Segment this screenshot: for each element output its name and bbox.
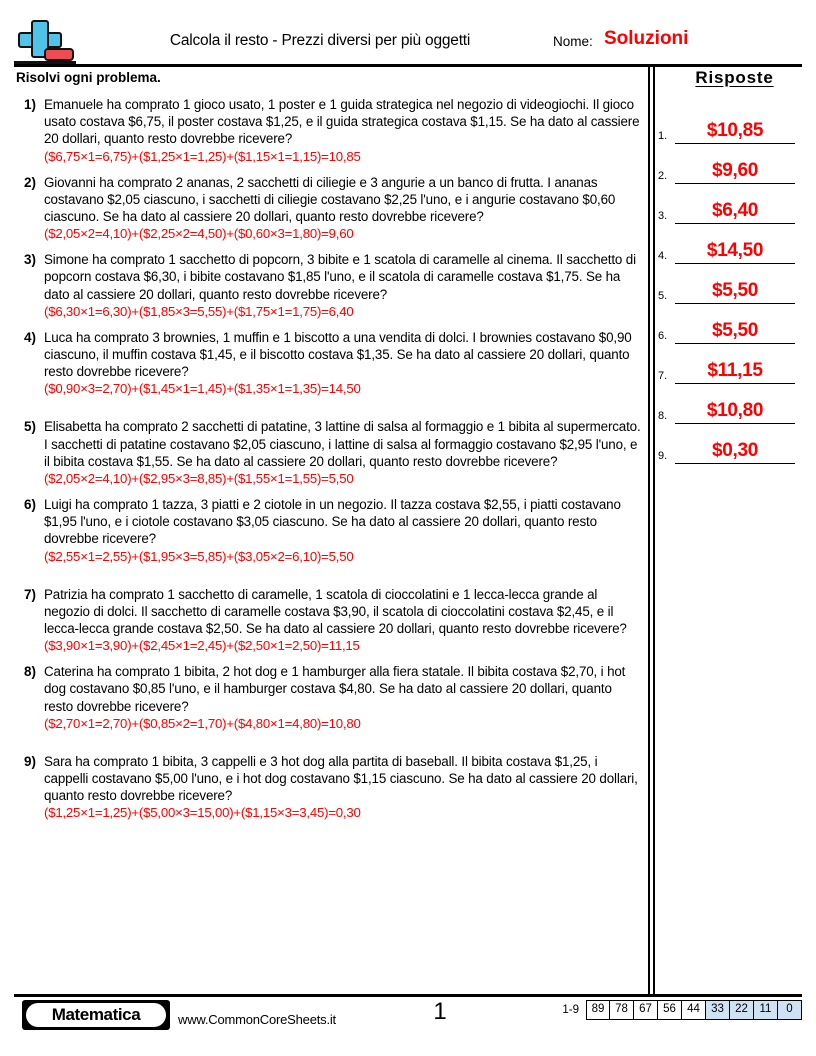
problem-item <box>16 496 642 565</box>
answers-heading: Risposte <box>695 68 774 87</box>
score-cell: 78 <box>610 1000 634 1020</box>
score-range-label: 1-9 <box>562 1004 579 1016</box>
score-cell: 56 <box>658 1000 682 1020</box>
problem-item <box>16 663 642 732</box>
answer-row <box>658 304 803 344</box>
answer-number: 5. <box>658 290 668 302</box>
answer-value: $0,30 <box>711 440 759 461</box>
problem-body <box>44 753 642 822</box>
problem-body <box>44 96 642 165</box>
minus-bar <box>44 48 74 61</box>
problem-solution-work: ($6,75×1=6,75)+($1,25×1=1,25)+($1,15×1=1,15)=10,85 <box>44 148 361 164</box>
score-cell: 44 <box>682 1000 706 1020</box>
problem-text: Emanuele ha comprato 1 gioco usato, 1 poster e 1 guida strategica nel negozio di videogiochi. Il gioco usato costava $6,75, il poster costava $1,25, e il guida strategica costava $1,15. Se ha dato al cassiere 20 dollari, quanto resto dovrebbe ricevere? <box>44 97 640 147</box>
brand-label: Matematica <box>26 1003 166 1027</box>
score-cell: 67 <box>634 1000 658 1020</box>
problem-text: Sara ha comprato 1 bibita, 3 cappelli e 3 hot dog alla partita di baseball. Il bibita costava $1,25, i cappelli costavano $5,00 l'uno, e i hot dog costavano $1,15 ciascuno. Se ha dato al cassiere 20 dollari, quanto resto dovrebbe ricevere? <box>44 753 638 804</box>
answer-value: $5,50 <box>711 280 759 301</box>
answer-column <box>658 68 803 464</box>
problem-item <box>16 753 642 822</box>
score-cell: 0 <box>778 1000 802 1020</box>
answer-row <box>658 184 803 224</box>
problem-number: 8) <box>23 664 36 680</box>
brand-badge <box>22 1000 170 1030</box>
answer-value: $10,80 <box>706 400 764 421</box>
problem-item <box>16 96 642 165</box>
answer-value: $14,50 <box>706 240 764 261</box>
problem-body <box>44 418 642 487</box>
answer-value: $5,50 <box>711 320 759 341</box>
problem-text: Simone ha comprato 1 sacchetto di popcorn, 3 bibite e 1 scatola di caramelle al cinema. Il sacchetto di popcorn costava $6,30, i bibite costavano $1,85 l'uno, e il scatola di caramelle costava $1,75. Se ha dato al cassiere 20 dollari, quanto resto dovrebbe ricevere? <box>44 252 636 302</box>
problem-item <box>16 329 642 398</box>
answer-number: 2. <box>658 170 668 182</box>
problem-body <box>44 174 642 243</box>
problem-solution-work: ($6,30×1=6,30)+($1,85×3=5,55)+($1,75×1=1,75)=6,40 <box>44 303 354 319</box>
plus-minus-icon <box>14 20 76 64</box>
problem-number: 1) <box>23 97 36 112</box>
answer-row <box>658 344 803 384</box>
divider-line-right <box>653 66 655 994</box>
answer-value: $6,40 <box>711 200 759 221</box>
score-cell-group <box>586 1000 802 1020</box>
divider-line-left <box>648 66 650 994</box>
answer-number: 7. <box>658 370 668 382</box>
problem-solution-work: ($1,25×1=1,25)+($5,00×3=15,00)+($1,15×3=3,45)=0,30 <box>44 805 361 821</box>
problem-text: Giovanni ha comprato 2 ananas, 2 sacchetti di ciliegie e 3 angurie a un banco di frutta. I ananas costavano $2,05 ciascuno, i sacchetti di ciliegie costavano $2,25 l'uno, e i angurie costavano $0,60 ciascuno. Se ha dato al cassiere 20 dollari, quanto resto dovrebbe ricevere? <box>44 174 616 225</box>
answer-row <box>658 384 803 424</box>
problem-body <box>44 586 642 655</box>
problem-solution-work: ($0,90×3=2,70)+($1,45×1=1,45)+($1,35×1=1,35)=14,50 <box>44 381 361 397</box>
score-cell: 11 <box>754 1000 778 1020</box>
problem-number: 5) <box>23 419 36 435</box>
answer-number: 6. <box>658 330 668 342</box>
problem-number: 9) <box>23 753 36 769</box>
answer-row <box>658 144 803 184</box>
instructions-text: Risolvi ogni problema. <box>16 70 161 85</box>
name-label: Nome: <box>553 34 593 49</box>
answer-row <box>658 424 803 464</box>
answer-number: 9. <box>658 450 668 462</box>
problem-item <box>16 586 642 655</box>
plus-center-fill <box>33 34 47 46</box>
problem-item <box>16 418 642 487</box>
problem-number: 6) <box>23 497 36 513</box>
problem-text: Caterina ha comprato 1 bibita, 2 hot dog e 1 hamburger alla fiera statale. Il bibita costava $2,70, i hot dog costavano $0,85 l'uno, e il hamburger costava $4,80. Se ha dato al cassiere 20 dollari, quanto resto dovrebbe ricevere? <box>44 664 626 714</box>
problem-list <box>16 96 642 830</box>
header-divider-rule <box>14 64 802 67</box>
problem-number: 7) <box>23 586 36 602</box>
problem-solution-work: ($2,05×2=4,10)+($2,25×2=4,50)+($0,60×3=1,80)=9,60 <box>44 226 354 242</box>
answer-row <box>658 104 803 144</box>
page-number: 1 <box>433 998 447 1025</box>
name-value: Soluzioni <box>604 28 689 49</box>
answer-value: $10,85 <box>706 120 764 141</box>
problem-body <box>44 329 642 398</box>
answer-number: 3. <box>658 210 668 222</box>
problem-text: Luca ha comprato 3 brownies, 1 muffin e 1 biscotto a una vendita di dolci. I brownies costavano $0,90 ciascuno, il muffin costava $1,45, e il biscotto costava $1,35. Se ha dato al cassiere 20 dollari, quanto resto dovrebbe ricevere? <box>44 329 632 380</box>
problem-solution-work: ($3,90×1=3,90)+($2,45×1=2,45)+($2,50×1=2,50)=11,15 <box>44 638 360 654</box>
problem-text: Patrizia ha comprato 1 sacchetto di caramelle, 1 scatola di cioccolatini e 1 lecca-lecca grande al negozio di dolci. Il sacchetto di caramelle costava $3,90, il scatola di cioccolatini costava $2,45, e il lecca-lecca grande costava $2,50. Se ha dato al cassiere 20 dollari, quanto resto dovrebbe ricevere? <box>44 586 627 637</box>
answer-value: $9,60 <box>711 160 759 181</box>
problem-body <box>44 251 642 320</box>
answer-number: 8. <box>658 410 668 422</box>
score-cell: 33 <box>706 1000 730 1020</box>
problem-number: 3) <box>23 252 36 268</box>
answer-row <box>658 264 803 304</box>
answer-row <box>658 224 803 264</box>
problem-solution-work: ($2,05×2=4,10)+($2,95×3=8,85)+($1,55×1=1,55)=5,50 <box>44 471 354 487</box>
problem-solution-work: ($2,70×1=2,70)+($0,85×2=1,70)+($4,80×1=4,80)=10,80 <box>44 715 361 731</box>
website-url: www.CommonCoreSheets.it <box>178 1012 336 1027</box>
answer-number: 4. <box>658 250 668 262</box>
problem-item <box>16 251 642 320</box>
problem-item <box>16 174 642 243</box>
problem-body <box>44 663 642 732</box>
problem-solution-work: ($2,55×1=2,55)+($1,95×3=5,85)+($3,05×2=6,10)=5,50 <box>44 548 354 564</box>
answer-value: $11,15 <box>707 360 763 381</box>
score-cell: 89 <box>586 1000 610 1020</box>
problem-body <box>44 496 642 565</box>
worksheet-header <box>0 0 816 66</box>
page-title: Calcola il resto - Prezzi diversi per più oggetti <box>169 32 471 49</box>
answer-number: 1. <box>658 130 668 142</box>
problem-number: 2) <box>23 174 36 190</box>
problem-text: Elisabetta ha comprato 2 sacchetti di patatine, 3 lattine di salsa al formaggio e 1 bibita al supermercato. I sacchetti di patatine costavano $2,05 ciascuno, i lattine di salsa al formaggio costavano $2,95 l'uno, e il bibita costava $1,55. Se ha dato al cassiere 20 dollari, quanto resto dovrebbe ricevere? <box>44 419 641 469</box>
score-cell: 22 <box>730 1000 754 1020</box>
column-divider <box>648 66 656 994</box>
problem-number: 4) <box>23 329 36 345</box>
problem-text: Luigi ha comprato 1 tazza, 3 piatti e 2 ciotole in un negozio. Il tazza costava $2,55, i piatti costavano $1,95 l'uno, e i ciotole costavano $3,05 ciascuno. Se ha dato al cassiere 20 dollari, quanto resto dovrebbe ricevere? <box>44 497 621 547</box>
footer-divider-rule <box>14 994 802 997</box>
score-scale <box>562 1000 802 1020</box>
